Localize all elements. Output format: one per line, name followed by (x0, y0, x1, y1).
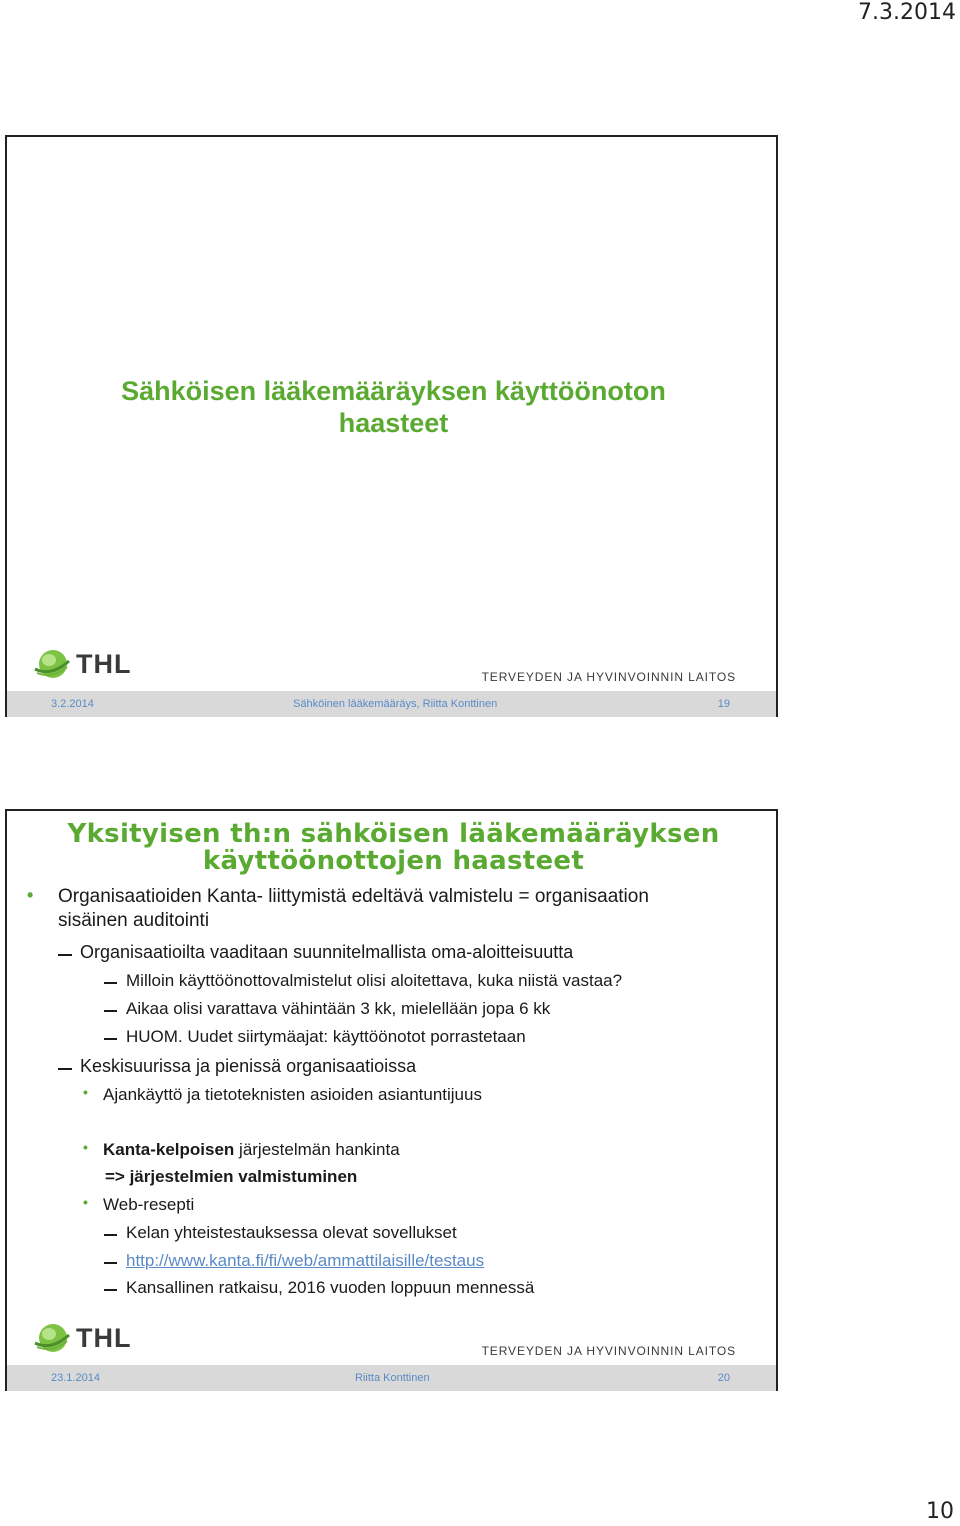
bullet-dot: • (83, 1194, 88, 1210)
bullet-dot: • (83, 1139, 88, 1155)
slide-20 (5, 809, 778, 1391)
dash-marker (104, 1289, 117, 1291)
bullet-text-continued: sisäinen auditointi (58, 910, 210, 931)
slide-title-line-2: käyttöönottojen haasteet (202, 846, 585, 876)
dash-marker (104, 1010, 117, 1012)
slide-title (7, 821, 780, 875)
slide-title-line-2: haasteet (338, 408, 449, 438)
thl-logo-text: THL (76, 648, 132, 679)
sub-sub-bullet-text: Ajankäyttö ja tietoteknisten asioiden asiantuntijuus (103, 1085, 482, 1104)
page-number: 10 (926, 1499, 954, 1524)
footer-page-number: 19 (717, 698, 730, 710)
org-name: TERVEYDEN JA HYVINVOINNIN LAITOS (481, 1344, 736, 1358)
sub-bullet-text: Keskisuurissa ja pienissä organisaatioissa (80, 1056, 417, 1076)
slide-footer (7, 691, 776, 717)
footer-date: 23.1.2014 (51, 1372, 100, 1384)
slide-title-line-1: Sähköisen lääkemääräyksen käyttöönoton (121, 376, 666, 406)
thl-globe-icon (33, 1321, 71, 1355)
dash-marker (58, 954, 72, 956)
sub-sub-bullet-text: Aikaa olisi varattava vähintään 3 kk, mielellään jopa 6 kk (126, 999, 551, 1018)
dash-marker (104, 1262, 117, 1264)
thl-logo (33, 647, 131, 681)
dash-marker (104, 1234, 117, 1236)
kanta-testaus-link[interactable]: http://www.kanta.fi/fi/web/ammattilaisille/testaus (126, 1251, 485, 1270)
kanta-rest-text: järjestelmän hankinta (234, 1140, 400, 1159)
slide-footer (7, 1365, 776, 1391)
footer-author: Riitta Konttinen (355, 1372, 430, 1384)
dash-marker (58, 1068, 72, 1070)
bullet-text: Organisaatioiden Kanta- liittymistä edeltävä valmistelu = organisaation (58, 886, 649, 907)
dash-marker (104, 982, 117, 984)
footer-author: Sähköinen lääkemääräys, Riitta Konttinen (293, 698, 498, 710)
web-resepti-text: Web-resepti (103, 1195, 195, 1214)
footer-page-number: 20 (717, 1372, 730, 1384)
dash-marker (104, 1038, 117, 1040)
thl-logo-text: THL (76, 1322, 132, 1353)
kanta-bold-text: Kanta-kelpoisen (103, 1140, 235, 1159)
slide-title (7, 375, 780, 439)
sub-bullet-text: Organisaatioilta vaaditaan suunnitelmallista oma-aloitteisuutta (80, 942, 574, 962)
bullet-dot: • (27, 885, 34, 905)
bullet-dot: • (83, 1084, 88, 1100)
sub-sub-bullet-text: Kansallinen ratkaisu, 2016 vuoden loppuun mennessä (126, 1278, 535, 1297)
sub-sub-bullet-text: Kelan yhteistestauksessa olevat sovellukset (126, 1223, 457, 1242)
sub-sub-bullet-text: HUOM. Uudet siirtymäajat: käyttöönotot porrastetaan (126, 1027, 526, 1046)
slide-19 (5, 135, 778, 717)
thl-logo (33, 1321, 131, 1355)
page-date: 7.3.2014 (858, 0, 956, 25)
org-name: TERVEYDEN JA HYVINVOINNIN LAITOS (481, 670, 736, 684)
slide-title-line-1: Yksityisen th:n sähköisen lääkemääräyksen (67, 819, 720, 849)
thl-globe-icon (33, 647, 71, 681)
footer-date: 3.2.2014 (51, 698, 94, 710)
sub-sub-bullet-text: Milloin käyttöönottovalmistelut olisi aloitettava, kuka niistä vastaa? (126, 971, 623, 990)
kanta-line (103, 1140, 400, 1160)
kanta-result-text: => järjestelmien valmistuminen (105, 1167, 358, 1186)
